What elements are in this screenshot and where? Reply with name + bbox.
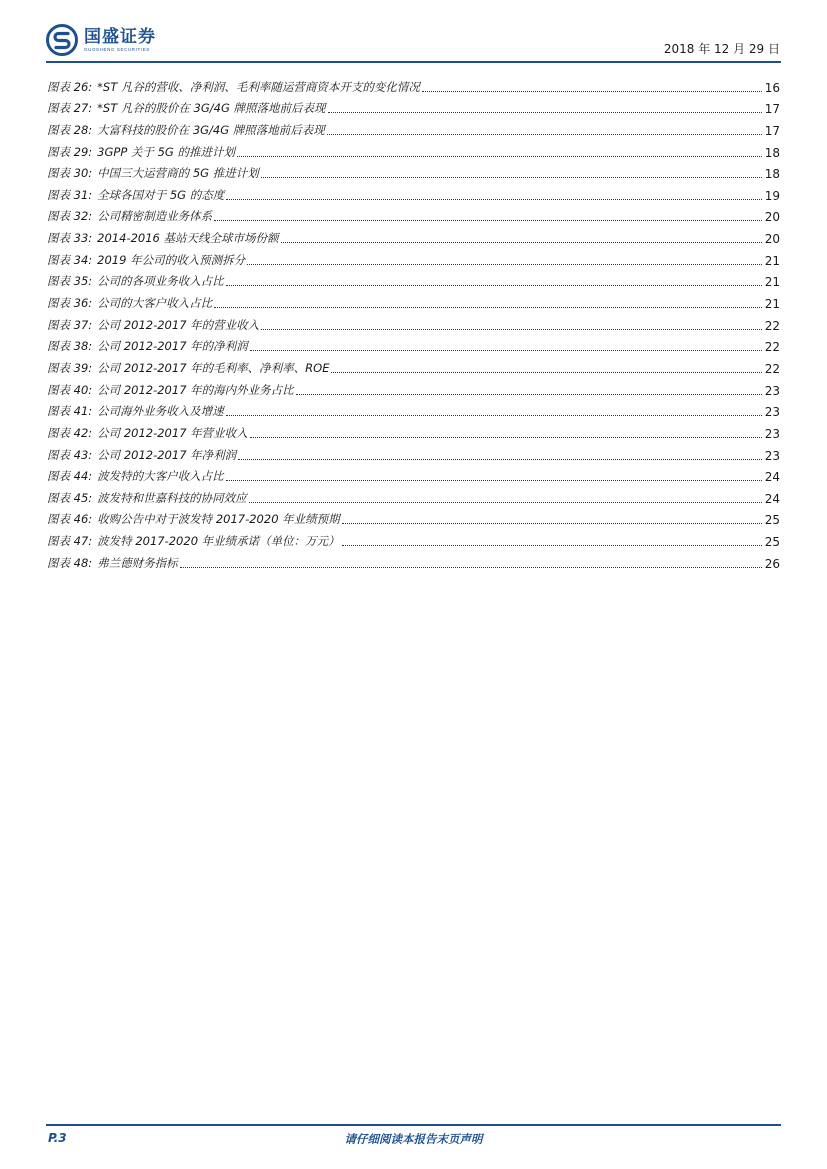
toc-entry-page: 24 [764,470,780,485]
guosheng-logo-icon [46,24,78,56]
brand-logo [46,24,156,56]
toc-dot-leader [327,134,762,135]
toc-entry-label: 图表 35: [47,274,93,289]
toc-entry[interactable] [47,268,780,290]
toc-dot-leader [342,545,762,546]
toc-entry-title: 2014-2016 基站天线全球市场份额 [97,231,279,246]
disclaimer-note: 请仔细阅读本报告末页声明 [344,1132,483,1146]
footer-divider [46,1124,781,1126]
toc-entry-title: 公司 2012-2017 年营业收入 [97,425,248,440]
toc-entry[interactable] [47,354,780,376]
toc-entry-label: 图表 48: [47,555,93,570]
toc-entry-label: 图表 43: [47,447,93,462]
toc-entry-label: 图表 30: [47,166,93,181]
toc-entry-page: 25 [764,513,780,528]
toc-dot-leader [180,567,762,568]
toc-dot-leader [249,502,762,503]
brand-name: 国盛证券 [84,27,156,47]
toc-entry-label: 图表 26: [47,79,93,94]
toc-entry-title: 弗兰德财务指标 [97,555,178,570]
toc-dot-leader [328,112,762,113]
toc-entry-page: 23 [764,405,780,420]
toc-entry-title: 收购公告中对于波发特 2017-2020 年业绩预期 [97,512,340,527]
page-header [0,0,827,70]
header-divider [46,61,781,63]
toc-entry[interactable] [47,116,780,138]
toc-entry-page: 21 [764,253,780,268]
toc-entry-page: 22 [764,318,780,333]
toc-entry-page: 25 [764,535,780,550]
toc-entry[interactable] [47,160,780,182]
toc-entry[interactable] [47,224,780,246]
toc-dot-leader [247,264,762,265]
toc-entry-title: 公司的大客户收入占比 [97,296,213,311]
toc-entry-title: 大富科技的股价在 3G/4G 牌照落地前后表现 [97,122,325,137]
toc-entry-title: 波发特和世嘉科技的协同效应 [97,490,247,505]
toc-entry-page: 20 [764,232,780,247]
toc-entry[interactable] [47,441,780,463]
toc-dot-leader [296,394,762,395]
toc-entry-label: 图表 39: [47,360,93,375]
toc-entry-label: 图表 34: [47,252,93,267]
toc-entry-page: 24 [764,491,780,506]
toc-entry-label: 图表 42: [47,425,93,440]
toc-entry-page: 20 [764,210,780,225]
toc-entry-page: 22 [764,340,780,355]
toc-dot-leader [250,437,762,438]
toc-dot-leader [226,199,762,200]
toc-entry-page: 18 [764,145,780,160]
toc-entry-label: 图表 38: [47,339,93,354]
toc-entry-page: 17 [764,102,780,117]
toc-entry-page: 26 [764,556,780,571]
toc-dot-leader [238,459,762,460]
toc-entry-title: 公司 2012-2017 年的净利润 [97,339,248,354]
toc-entry-page: 21 [764,275,780,290]
toc-entry[interactable] [47,289,780,311]
toc-entry[interactable] [47,181,780,203]
toc-entry-label: 图表 33: [47,231,93,246]
toc-dot-leader [250,350,762,351]
toc-entry-title: 中国三大运营商的 5G 推进计划 [97,166,259,181]
toc-dot-leader [342,523,762,524]
toc-entry[interactable] [47,333,780,355]
toc-dot-leader [331,372,761,373]
toc-dot-leader [226,415,762,416]
toc-entry-title: 全球各国对于 5G 的态度 [97,187,225,202]
toc-entry-label: 图表 45: [47,490,93,505]
toc-dot-leader [237,156,762,157]
toc-entry-title: 3GPP 关于 5G 的推进计划 [97,144,235,159]
toc-entry-title: 公司精密制造业务体系 [97,209,213,224]
toc-entry[interactable] [47,506,780,528]
toc-entry-page: 19 [764,188,780,203]
toc-entry[interactable] [47,398,780,420]
toc-dot-leader [422,91,762,92]
toc-entry[interactable] [47,311,780,333]
toc-entry-title: 公司的各项业务收入占比 [97,274,224,289]
toc-dot-leader [281,242,762,243]
toc-entry-page: 22 [764,361,780,376]
toc-entry[interactable] [47,527,780,549]
toc-entry[interactable] [47,138,780,160]
toc-entry-title: 公司海外业务收入及增速 [97,404,224,419]
toc-entry-title: 公司 2012-2017 年的营业收入 [97,317,260,332]
toc-entry-label: 图表 36: [47,296,93,311]
toc-entry-label: 图表 41: [47,404,93,419]
toc-entry-label: 图表 47: [47,534,93,549]
toc-entry-title: 公司 2012-2017 年的毛利率、净利率、ROE [97,360,330,375]
toc-entry[interactable] [47,463,780,485]
toc-entry[interactable] [47,549,780,571]
toc-entry[interactable] [47,203,780,225]
toc-entry-title: 公司 2012-2017 年的海内外业务占比 [97,382,294,397]
toc-entry-page: 23 [764,426,780,441]
toc-entry-page: 17 [764,123,780,138]
toc-entry-label: 图表 32: [47,209,93,224]
toc-entry-page: 23 [764,383,780,398]
toc-dot-leader [261,329,762,330]
report-date: 2018 年 12 月 29 日 [663,42,780,56]
figure-list [47,73,780,571]
toc-dot-leader [226,285,762,286]
toc-entry-title: *ST 凡谷的股价在 3G/4G 牌照落地前后表现 [97,101,326,116]
toc-entry-title: *ST 凡谷的营收、净利润、毛利率随运营商资本开支的变化情况 [97,79,420,94]
toc-entry-page: 21 [764,297,780,312]
page-number: P.3 [48,1131,67,1145]
toc-entry-label: 图表 40: [47,382,93,397]
toc-entry-page: 23 [764,448,780,463]
toc-entry-title: 波发特的大客户收入占比 [97,469,224,484]
brand-subtitle: GUOSHENG SECURITIES [84,47,150,52]
toc-entry-title: 2019 年公司的收入预测拆分 [97,252,246,267]
toc-entry-page: 16 [764,80,780,95]
toc-entry[interactable] [47,376,780,398]
toc-entry-page: 18 [764,167,780,182]
toc-entry[interactable] [47,73,780,95]
toc-entry-label: 图表 28: [47,122,93,137]
toc-dot-leader [261,177,762,178]
toc-dot-leader [214,220,762,221]
toc-entry-title: 波发特 2017-2020 年业绩承诺（单位：万元） [97,534,340,549]
toc-dot-leader [226,480,762,481]
toc-entry[interactable] [47,246,780,268]
toc-entry-label: 图表 29: [47,144,93,159]
toc-dot-leader [214,307,762,308]
toc-entry-label: 图表 37: [47,317,93,332]
toc-entry[interactable] [47,95,780,117]
toc-entry-label: 图表 46: [47,512,93,527]
toc-entry-label: 图表 31: [47,187,93,202]
toc-entry-title: 公司 2012-2017 年净利润 [97,447,237,462]
toc-entry-label: 图表 27: [47,101,93,116]
toc-entry-label: 图表 44: [47,469,93,484]
toc-entry[interactable] [47,419,780,441]
toc-entry[interactable] [47,484,780,506]
